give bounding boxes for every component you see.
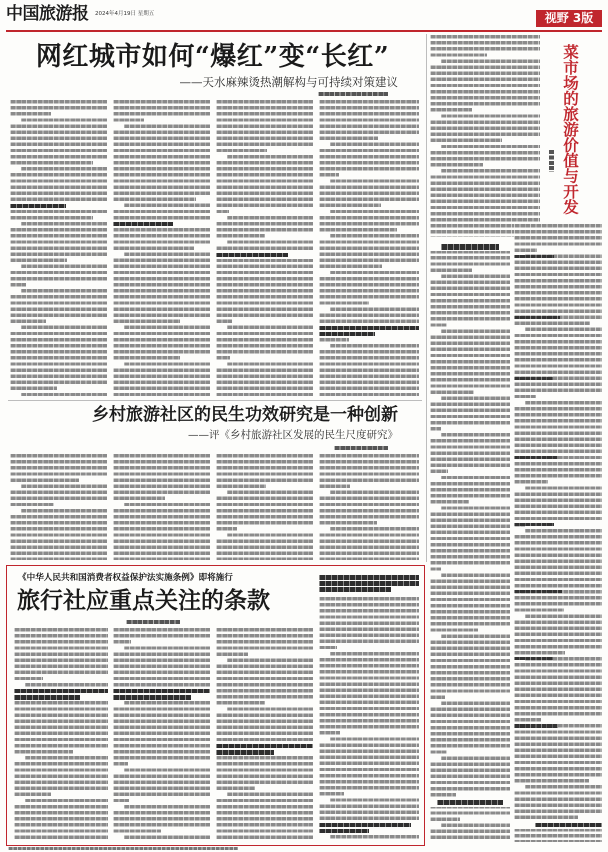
paragraph-break — [113, 701, 124, 705]
boxed-article-column-4 — [319, 597, 419, 840]
paragraph-break — [265, 234, 313, 238]
paragraph-break — [54, 502, 107, 506]
paragraph-break — [46, 319, 107, 323]
paragraph-break — [430, 59, 441, 63]
heading-text-line — [14, 689, 108, 693]
paragraph-break — [456, 793, 510, 797]
paragraph-break — [57, 386, 107, 390]
boxed-article-column-3 — [216, 628, 313, 840]
paragraph-break — [487, 53, 540, 57]
affiliation-text-line — [319, 326, 419, 330]
paragraph-break — [445, 695, 510, 699]
paragraph-break — [514, 486, 525, 490]
list-item-lead — [514, 590, 562, 593]
paragraph-break — [319, 527, 330, 531]
paragraph-break — [378, 136, 419, 140]
heading-text-line — [113, 689, 210, 693]
list-item-lead — [514, 657, 553, 660]
paragraph-break — [267, 148, 313, 152]
paragraph-break — [10, 509, 21, 513]
paragraph-break — [248, 652, 313, 656]
paragraph-break — [537, 248, 602, 252]
paragraph-break — [129, 798, 210, 802]
list-item-lead — [514, 456, 558, 459]
paragraph-break — [430, 823, 441, 827]
paragraph-break — [113, 835, 124, 839]
heading-text-line — [437, 800, 503, 806]
paragraph-break — [319, 209, 330, 213]
paragraph-break — [448, 469, 510, 473]
top-article-headline: 网红城市如何“爆红”变“长红” — [35, 42, 390, 72]
heading-text-line — [216, 744, 313, 748]
paragraph-break — [536, 394, 602, 398]
right-article-column-1 — [430, 244, 510, 842]
list-item-lead — [514, 377, 553, 380]
paragraph-break — [237, 527, 313, 531]
paragraph-break — [369, 301, 419, 305]
paragraph-break — [180, 319, 210, 323]
section-name: 视野 — [544, 11, 569, 25]
paragraph-break — [216, 533, 227, 537]
paragraph-break — [319, 652, 330, 656]
affiliation-text-line — [319, 829, 369, 833]
paragraph-break — [113, 646, 124, 650]
section-heading — [10, 202, 107, 210]
heading-text-line — [319, 587, 391, 591]
paragraph-break — [73, 750, 108, 754]
paragraph-break — [319, 142, 330, 146]
paragraph-break — [344, 792, 419, 796]
paragraph-break — [10, 325, 21, 329]
section-heading — [216, 743, 313, 757]
list-item-lead — [514, 523, 554, 526]
paragraph-break — [93, 216, 107, 220]
paragraph-break — [319, 270, 330, 274]
paragraph-break — [51, 112, 107, 116]
paragraph-break — [350, 484, 419, 488]
paragraph-break — [14, 683, 25, 687]
paragraph-break — [10, 264, 21, 268]
paragraph-break — [382, 264, 419, 268]
footer-editor-info — [8, 847, 238, 850]
paragraph-break — [216, 792, 227, 796]
section-page-label — [536, 10, 602, 27]
paragraph-break — [564, 608, 602, 612]
paragraph-break — [43, 676, 108, 680]
section-heading — [430, 243, 510, 252]
paragraph-break — [430, 114, 441, 118]
paragraph-break — [93, 161, 107, 165]
paragraph-break — [230, 356, 313, 360]
paragraph-break — [319, 490, 330, 494]
paragraph-break — [447, 750, 510, 754]
paragraph-break — [266, 484, 313, 488]
middle-article-subtitle: ——评《乡村旅游社区发展的民生尺度研究》 — [188, 429, 398, 441]
top-article-column-3 — [216, 100, 313, 398]
paragraph-break — [548, 480, 602, 484]
paragraph-break — [51, 792, 108, 796]
heading-text-line — [319, 581, 419, 585]
paragraph-break — [216, 490, 227, 494]
issue-date: 2024年4月19日 星期五 — [95, 11, 155, 17]
affiliation-text-line — [319, 823, 411, 827]
paragraph-break — [340, 731, 419, 735]
paragraph-break — [430, 573, 441, 577]
paragraph-break — [128, 762, 210, 766]
section-heading — [14, 688, 108, 702]
paragraph-break — [216, 216, 227, 220]
middle-article-headline: 乡村旅游社区的民生功效研究是一种创新 — [92, 405, 398, 425]
paragraph-break — [502, 138, 540, 142]
author-affiliation — [319, 821, 419, 835]
paragraph-break — [589, 779, 602, 783]
paragraph-break — [10, 484, 21, 488]
paragraph-break — [113, 252, 124, 256]
paragraph-break — [14, 756, 25, 760]
paragraph-break — [441, 567, 510, 571]
paragraph-break — [161, 829, 210, 833]
section-heading — [319, 572, 419, 593]
paragraph-break — [430, 756, 441, 760]
paragraph-break — [337, 645, 419, 649]
paragraph-break — [430, 475, 441, 479]
section-heading — [216, 251, 313, 259]
paragraph-break — [430, 169, 441, 173]
author-affiliation — [319, 324, 419, 338]
paragraph-break — [26, 283, 107, 287]
paragraph-break — [216, 658, 227, 662]
boxed-article-column-1 — [14, 628, 108, 840]
paragraph-break — [216, 325, 227, 329]
paragraph-break — [514, 401, 525, 405]
paragraph-break — [319, 234, 330, 238]
section-heading — [113, 221, 210, 229]
paragraph-break — [430, 634, 441, 638]
paragraph-break — [590, 321, 602, 325]
paragraph-break — [472, 108, 540, 112]
paragraph-break — [113, 502, 124, 506]
paragraph-break — [339, 173, 419, 177]
boxed-article-headline: 旅行社应重点关注的条款 — [17, 587, 270, 614]
paragraph-break — [113, 362, 124, 366]
paragraph-break — [319, 798, 330, 802]
paragraph-break — [469, 500, 510, 504]
middle-article-column-2 — [113, 454, 210, 560]
heading-text-line — [113, 222, 173, 226]
paragraph-break — [430, 274, 441, 278]
paragraph-break — [216, 362, 227, 366]
paragraph-break — [430, 506, 441, 510]
heading-text-line — [113, 695, 191, 699]
middle-article-byline — [334, 446, 388, 450]
paragraph-break — [381, 203, 419, 207]
top-article-byline — [318, 92, 388, 96]
section-heading — [430, 798, 510, 807]
right-article-column-2 — [514, 224, 602, 842]
paragraph-break — [10, 167, 21, 171]
affiliation-text-line — [535, 823, 602, 827]
header-rule — [6, 30, 602, 32]
list-item-lead — [514, 316, 560, 319]
paragraph-break — [478, 628, 510, 632]
heading-text-line — [10, 204, 66, 208]
paragraph-break — [232, 319, 313, 323]
paragraph-break — [113, 124, 124, 128]
top-article-column-1 — [10, 100, 107, 398]
top-article-subtitle: ——天水麻辣烫热潮解构与可持续对策建议 — [179, 75, 398, 89]
paragraph-break — [10, 222, 21, 226]
paragraph-break — [430, 701, 441, 705]
middle-article-column-4 — [319, 454, 419, 560]
heading-text-line — [216, 750, 274, 754]
paragraph-break — [216, 707, 227, 711]
top-article-column-2 — [113, 100, 210, 398]
paragraph-break — [10, 392, 21, 396]
heading-text-line — [441, 244, 499, 250]
heading-text-line — [14, 695, 80, 699]
boxed-article-kicker: 《中华人民共和国消费者权益保护法实施条例》即将施行 — [18, 573, 233, 583]
paragraph-break — [578, 815, 602, 819]
paragraph-break — [319, 344, 330, 348]
paragraph-break — [216, 240, 227, 244]
affiliation-text-line — [319, 332, 375, 336]
paragraph-break — [377, 521, 419, 525]
paragraph-break — [113, 768, 124, 772]
paragraph-break — [194, 246, 210, 250]
paragraph-break — [430, 396, 441, 400]
right-article-headline: 菜市场的旅游价值与开发 — [561, 44, 580, 215]
paragraph-break — [430, 433, 441, 437]
right-article-column-top — [430, 35, 540, 237]
paragraph-break — [319, 737, 330, 741]
paragraph-break — [319, 307, 330, 311]
author-affiliation — [514, 821, 602, 829]
heading-text-line — [216, 253, 288, 257]
paragraph-break — [483, 163, 540, 167]
paragraph-break — [113, 805, 124, 809]
paragraph-break — [349, 338, 419, 342]
paragraph-break — [113, 203, 124, 207]
paragraph-break — [319, 835, 330, 839]
paragraph-break — [541, 718, 602, 722]
paragraph-break — [265, 701, 313, 705]
paragraph-break — [131, 640, 210, 644]
paragraph-break — [430, 329, 441, 333]
paragraph-break — [474, 390, 510, 394]
paragraph-break — [144, 118, 210, 122]
boxed-article-column-2 — [113, 628, 210, 840]
heading-text-line — [319, 575, 419, 579]
paragraph-break — [397, 228, 419, 232]
paragraph-break — [255, 786, 313, 790]
top-article-column-4 — [319, 100, 419, 398]
paragraph-break — [441, 427, 510, 431]
column-divider — [426, 34, 427, 562]
paragraph-break — [67, 258, 107, 262]
paragraph-break — [10, 289, 21, 293]
paragraph-break — [430, 144, 441, 148]
paragraph-break — [514, 327, 525, 331]
section-heading — [113, 688, 210, 702]
paragraph-break — [165, 496, 210, 500]
paragraph-break — [565, 651, 602, 655]
paragraph-break — [460, 817, 510, 821]
paragraph-break — [14, 798, 25, 802]
masthead-logo: 中国旅游报 — [6, 4, 89, 24]
list-item-lead — [514, 255, 554, 258]
paragraph-break — [514, 529, 525, 533]
article-divider — [8, 400, 422, 401]
boxed-article-byline — [126, 620, 180, 624]
page-number: 3版 — [572, 11, 594, 25]
section-heading-lines — [319, 574, 419, 592]
paragraph-break — [79, 478, 107, 482]
paragraph-break — [216, 155, 227, 159]
middle-article-column-3 — [216, 454, 313, 560]
paragraph-break — [10, 118, 21, 122]
right-article-byline — [549, 150, 554, 172]
paragraph-break — [229, 209, 313, 213]
paragraph-break — [180, 356, 210, 360]
list-item-lead — [514, 724, 558, 727]
paragraph-break — [196, 197, 210, 201]
paragraph-break — [514, 614, 525, 618]
paragraph-break — [514, 785, 525, 789]
paragraph-break — [113, 325, 124, 329]
paragraph-break — [319, 179, 330, 183]
middle-article-column-1 — [10, 454, 107, 560]
paragraph-break — [472, 268, 510, 272]
paragraph-break — [447, 323, 510, 327]
